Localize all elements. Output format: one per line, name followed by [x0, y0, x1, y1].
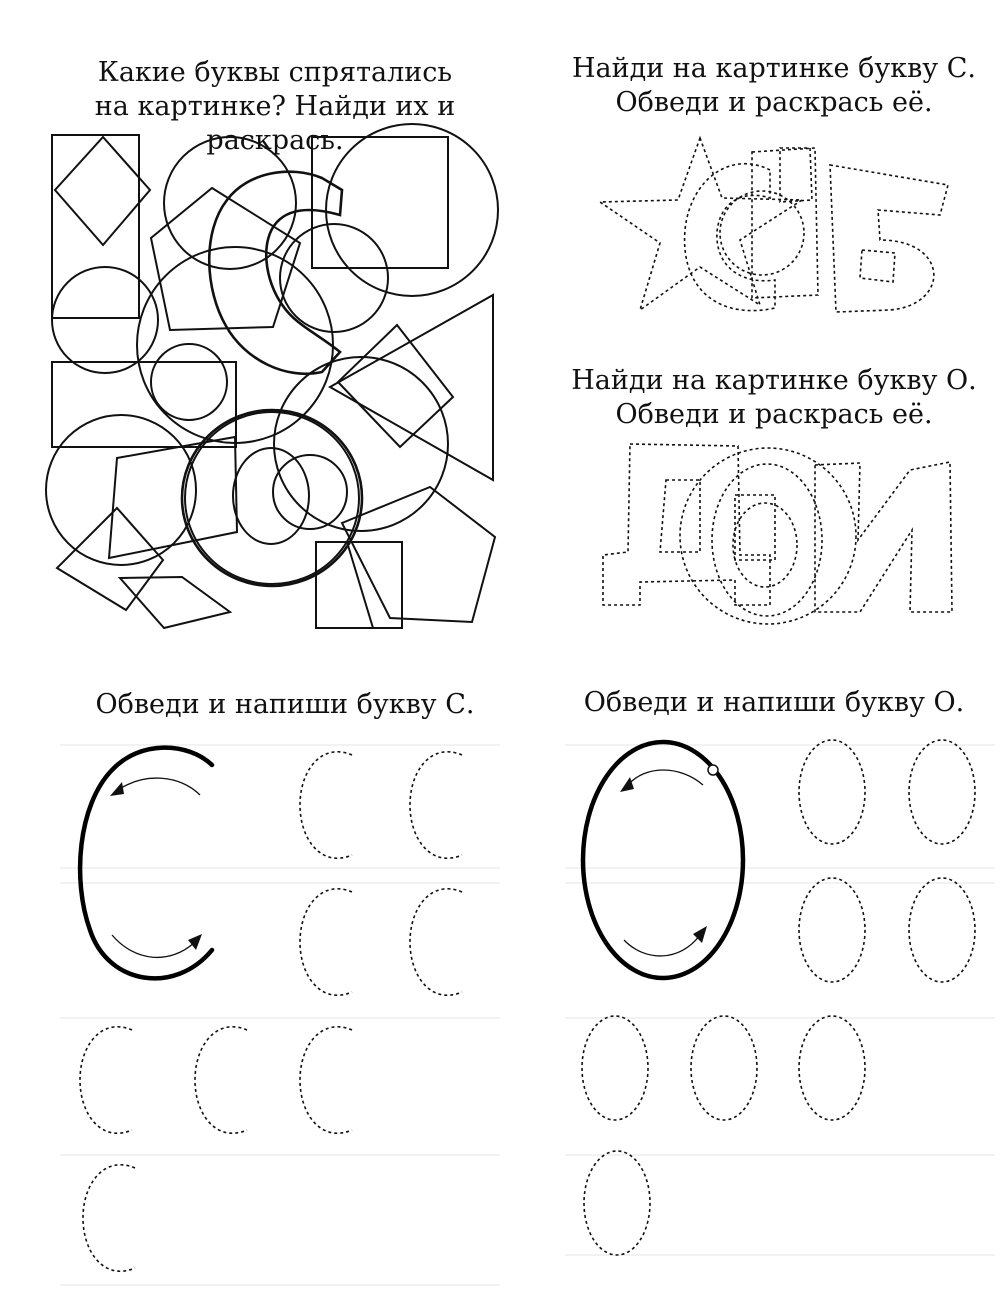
dotted-o: [799, 878, 865, 982]
dotted-o: [691, 1016, 757, 1120]
task-hidden-letters-line2: на картинке? Найди их и раскрась.: [94, 91, 456, 156]
task-write-o-line1: Обведи и напиши букву О.: [583, 687, 965, 718]
arrowhead-upper: [620, 777, 634, 792]
stroke-arrow-upper: [628, 770, 703, 785]
start-point-dot: [708, 765, 718, 775]
dotted-o: [799, 1016, 865, 1120]
sample-letter-o: [583, 742, 743, 978]
task-find-c-line1: Найди на картинке букву С.: [571, 53, 977, 84]
dotted-o: [909, 740, 975, 844]
task-hidden-letters-line1: Какие буквы спрятались: [97, 57, 453, 88]
task-find-o-line1: Найди на картинке букву О.: [571, 365, 977, 396]
task-find-o-line2: Обведи и раскрась её.: [615, 399, 933, 430]
task-find-c-line2: Обведи и раскрась её.: [615, 87, 933, 118]
dotted-o: [584, 1151, 650, 1255]
stroke-arrow-lower: [624, 935, 700, 956]
dotted-o: [582, 1016, 648, 1120]
dotted-o: [909, 878, 975, 982]
task-write-c-line1: Обведи и напиши букву С.: [95, 689, 475, 720]
dotted-o: [799, 740, 865, 844]
